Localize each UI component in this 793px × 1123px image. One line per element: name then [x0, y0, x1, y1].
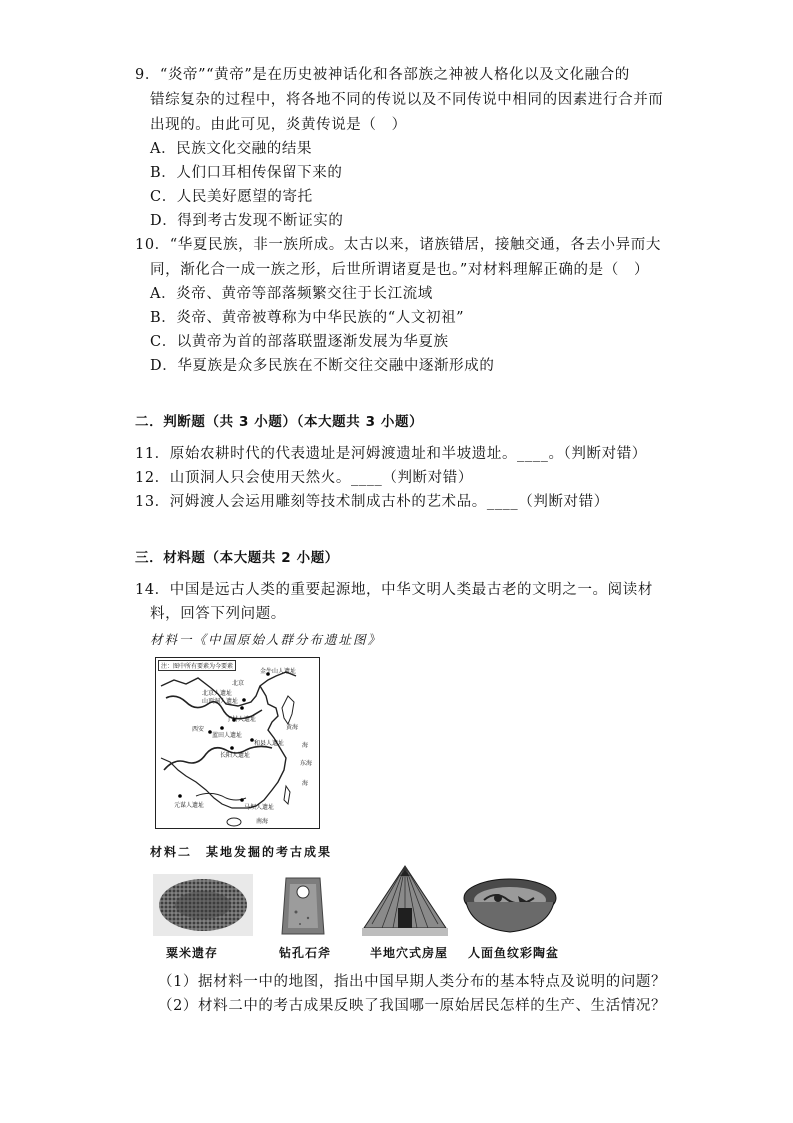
map-label-hai1: 海	[302, 742, 309, 749]
q9-stem-line1: 9．“炎帝”“黄帝”是在历史被神话化和各部族之神被人格化以及文化融合的	[135, 67, 630, 83]
q12-item: 12．山顶洞人只会使用天然火。____（判断对错）	[135, 470, 473, 486]
q10-option-b[interactable]: B．炎帝、黄帝被尊称为中华民族的“人文初祖”	[150, 310, 465, 326]
q10-stem-line2: 同，渐化合一成一族之形，后世所谓诸夏是也。”对材料理解正确的是（ ）	[150, 262, 650, 278]
map-label-nanhai: 南海	[256, 818, 269, 825]
artifact-label-pottery: 人面鱼纹彩陶盆	[468, 946, 560, 960]
map-label-hai2: 海	[302, 780, 309, 787]
q9-stem-line3: 出现的。由此可见，炎黄传说是（ ）	[150, 117, 407, 133]
map-label-donghai: 东海	[300, 760, 313, 767]
q14-stem-line1: 14．中国是远古人类的重要起源地，中华文明人类最古老的文明之一。阅读材	[135, 582, 653, 598]
material2-caption: 材料二 某地发掘的考古成果	[150, 845, 333, 859]
stone-axe-image	[278, 874, 328, 938]
map-label-beijing: 北京	[232, 680, 245, 687]
q9-stem-line2: 错综复杂的过程中，将各地不同的传说以及不同传说中相同的因素进行合并而	[150, 92, 664, 108]
artifact-label-millet: 粟米遗存	[166, 946, 219, 960]
material1-caption: 材料一《中国原始人群分布遗址图》	[150, 632, 383, 647]
map-label-changyang: 长阳人遗址	[220, 752, 251, 759]
q14-stem-line2: 料，回答下列问题。	[150, 606, 286, 622]
map-label-shandingdong: 山顶洞人遗址	[202, 698, 239, 705]
map-label-lantian: 蓝田人遗址	[212, 732, 243, 739]
map-label-yuanmou: 元谋人遗址	[174, 802, 205, 809]
early-human-sites-map	[155, 657, 320, 829]
painted-pottery-basin-image	[462, 876, 558, 936]
map-label-beijingren: 北京人遗址	[202, 690, 233, 697]
q9-option-b[interactable]: B．人们口耳相传保留下来的	[150, 165, 343, 181]
artifact-label-stone-axe: 钻孔石斧	[279, 946, 332, 960]
q10-option-c[interactable]: C．以黄帝为首的部落联盟逐渐发展为华夏族	[150, 334, 449, 350]
artifact-label-house: 半地穴式房屋	[370, 946, 449, 960]
map-label-mabaren: 马坝人遗址	[244, 804, 275, 811]
map-label-huanghai: 黄海	[286, 724, 299, 731]
map-label-dingcun: 丁村人遗址	[226, 716, 257, 723]
section2-heading: 二．判断题（共 3 小题）（本大题共 3 小题）	[135, 414, 424, 430]
semi-subterranean-house-image	[362, 864, 448, 940]
map-note: 注：图中所有要素为今要素	[158, 660, 236, 671]
map-label-hexian: 和县人遗址	[254, 740, 285, 747]
q9-option-c[interactable]: C．人民美好愿望的寄托	[150, 189, 313, 205]
q9-option-d[interactable]: D．得到考古发现不断证实的	[150, 213, 344, 229]
q10-stem-line1: 10．“华夏民族，非一族所成。太古以来，诸族错居，接触交通，各去小异而大	[135, 237, 661, 253]
map-label-xian: 西安	[192, 726, 205, 733]
section3-heading: 三．材料题（本大题共 2 小题）	[135, 550, 339, 566]
q10-option-d[interactable]: D．华夏族是众多民族在不断交往交融中逐渐形成的	[150, 358, 495, 374]
map-label-jinniushan: 金牛山人遗址	[260, 668, 297, 675]
q14-subquestion-2: （2）材料二中的考古成果反映了我国哪一原始居民怎样的生产、生活情况？	[158, 998, 667, 1014]
q9-option-a[interactable]: A．民族文化交融的结果	[150, 141, 313, 157]
q14-subquestion-1: （1）据材料一中的地图，指出中国早期人类分布的基本特点及说明的问题？	[158, 974, 667, 990]
q10-option-a[interactable]: A．炎帝、黄帝等部落频繁交往于长江流域	[150, 286, 433, 302]
q13-item: 13．河姆渡人会运用雕刻等技术制成古朴的艺术品。____（判断对错）	[135, 494, 609, 510]
millet-remains-image	[153, 874, 253, 936]
q11-item: 11．原始农耕时代的代表遗址是河姆渡遗址和半坡遗址。____。（判断对错）	[135, 446, 647, 462]
